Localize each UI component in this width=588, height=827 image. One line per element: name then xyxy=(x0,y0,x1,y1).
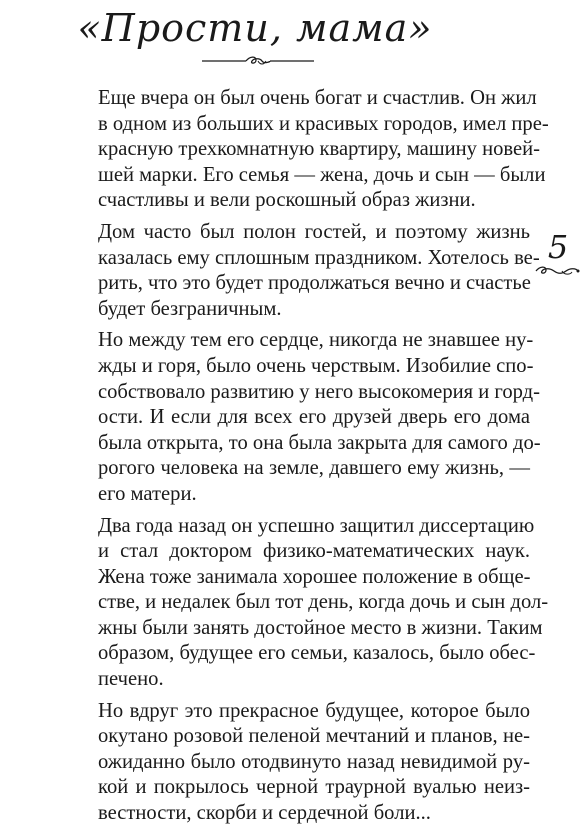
title-flourish-ornament xyxy=(198,52,318,68)
text-line: шей марки. Его семья — жена, дочь и сын — были xyxy=(98,163,546,186)
text-line: печено. xyxy=(98,668,164,691)
text-line: и стал доктором физико-математических наук. xyxy=(98,540,530,563)
page-number: 5 xyxy=(547,228,569,266)
text-line: ости. И если для всех его друзей дверь его дома xyxy=(98,406,530,429)
text-line: кой и покрылось черной траурной вуалью неиз- xyxy=(98,776,530,799)
text-line: окутано розовой пеленой мечтаний и планов, не- xyxy=(98,725,530,748)
text-line: Дом часто был полон гостей, и поэтому жизнь xyxy=(98,220,530,243)
text-line: жны были занять достойное место в жизни. Таким xyxy=(98,616,543,639)
text-line: Еще вчера он был очень богат и счастлив. Он жил xyxy=(98,87,537,109)
text-line: Жена тоже занимала хорошее положение в обще- xyxy=(98,565,531,588)
body-text xyxy=(98,86,549,827)
text-line: Но вдруг это прекрасное будущее, которое было xyxy=(98,699,530,722)
text-line: жды и горя, было очень черствым. Изобилие спо- xyxy=(98,354,534,377)
chapter-title: «Прости, мама» xyxy=(77,6,433,50)
text-line: ожиданно было отодвинуто назад невидимой ру- xyxy=(98,750,530,773)
text-line: счастливы и вели роскошный образ жизни. xyxy=(98,189,476,212)
paragraph xyxy=(98,86,549,214)
text-line: вестности, скорби и сердечной боли... xyxy=(98,802,431,825)
paragraph xyxy=(98,220,540,322)
text-line: была открыта, то она была закрыта для самого до- xyxy=(98,431,541,454)
text-line: Два года назад он успешно защитил диссертацию xyxy=(98,514,535,537)
paragraph xyxy=(98,514,549,693)
text-line: в одном из больших и красивых городов, имел пре- xyxy=(98,112,549,135)
text-line: Но между тем его сердце, никогда не знавшее ну- xyxy=(98,329,534,352)
text-line: красную трехкомнатную квартиру, машину новей- xyxy=(98,138,541,161)
text-line: собствовало развитию у него высокомерия и горд- xyxy=(98,380,541,403)
text-line: будет безграничным. xyxy=(98,297,282,320)
text-line: рить, что это будет продолжаться вечно и счастье xyxy=(98,272,531,295)
text-line: стве, и недалек был тот день, когда дочь и сын дол- xyxy=(98,591,549,614)
paragraph xyxy=(98,699,530,827)
text-line: его матери. xyxy=(98,482,197,505)
text-line: рогого человека на земле, давшего ему жизнь, — xyxy=(98,457,530,480)
paragraph xyxy=(98,328,541,507)
text-line: образом, будущее его семьи, казалось, было обес- xyxy=(98,642,536,665)
text-line: казалась ему сплошным праздником. Хотелось ве- xyxy=(98,246,540,269)
